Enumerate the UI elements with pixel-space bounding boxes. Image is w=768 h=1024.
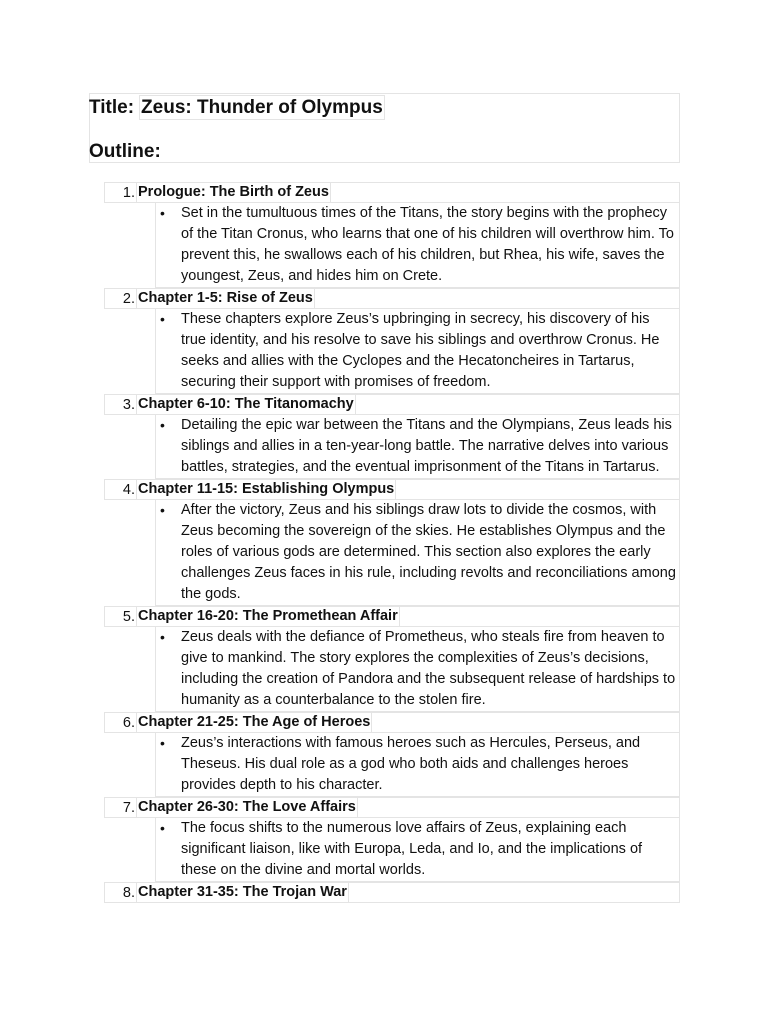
title-value: Zeus: Thunder of Olympus [141, 97, 383, 118]
chapter-description-text: The focus shifts to the numerous love affairs of Zeus, explaining each significant liaison, like with Europa, Leda, and Io, and the implications of these on the divine and mortal worlds. [181, 820, 643, 878]
chapter-description [155, 818, 680, 882]
chapter-title: Chapter 26-30: The Love Affairs [136, 797, 358, 818]
outline-item [104, 479, 680, 606]
chapter-title: Chapter 6-10: The Titanomachy [136, 394, 356, 415]
chapter-heading-row [104, 882, 680, 903]
chapter-description [155, 733, 680, 797]
chapter-heading-row [104, 182, 680, 203]
outline-item [104, 288, 680, 394]
chapter-description [155, 415, 680, 479]
chapter-description-text: Detailing the epic war between the Titans and the Olympians, Zeus leads his siblings and allies in a ten-year-long battle. The narrative delves into various battles, strategies, and the eventual imprisonment of the Titans in Tartarus. [181, 417, 672, 475]
chapter-heading-row [104, 394, 680, 415]
chapter-description-text: Zeus’s interactions with famous heroes such as Hercules, Perseus, and Theseus. His dual role as a god who both aids and challenges heroes provides depth to his character. [181, 735, 641, 793]
chapter-title: Prologue: The Birth of Zeus [136, 182, 331, 203]
chapter-description [155, 627, 680, 712]
outline-item [104, 882, 680, 903]
chapter-number: 8. [122, 885, 135, 901]
bullet-icon: • [160, 311, 165, 327]
chapter-number: 6. [122, 715, 135, 731]
chapter-number: 7. [122, 800, 135, 816]
outline-item [104, 394, 680, 479]
chapter-heading-row [104, 606, 680, 627]
chapter-heading-row [104, 479, 680, 500]
chapter-title: Chapter 16-20: The Promethean Affair [136, 606, 400, 627]
chapter-description-text: Zeus deals with the defiance of Prometheus, who steals fire from heaven to give to mankind. The story explores the complexities of Zeus’s decisions, including the creation of Pandora and the subsequent release of hardships to humanity as a counterbalance to the stolen fire. [181, 629, 676, 708]
title-label: Title: [89, 97, 135, 118]
chapter-title: Chapter 31-35: The Trojan War [136, 882, 349, 903]
chapter-heading-row [104, 712, 680, 733]
chapter-description [155, 309, 680, 394]
chapter-heading-row [104, 288, 680, 309]
bullet-icon: • [160, 417, 165, 433]
bullet-icon: • [160, 629, 165, 645]
outline-item [104, 182, 680, 288]
chapter-description-text: These chapters explore Zeus’s upbringing in secrecy, his discovery of his true identity, and his resolve to save his siblings and overthrow Cronus. He seeks and allies with the Cyclopes and the Hecatoncheires in Tartarus, securing their support with promises of freedom. [181, 311, 660, 390]
chapter-title: Chapter 21-25: The Age of Heroes [136, 712, 372, 733]
chapter-number: 2. [122, 291, 135, 307]
chapter-title: Chapter 11-15: Establishing Olympus [136, 479, 396, 500]
chapter-number: 1. [122, 185, 135, 201]
chapter-number: 4. [122, 482, 135, 498]
bullet-icon: • [160, 820, 165, 836]
outline-item [104, 797, 680, 882]
outline-item [104, 712, 680, 797]
chapter-number: 3. [122, 397, 135, 413]
outline-item [104, 606, 680, 712]
chapter-heading-row [104, 797, 680, 818]
outline-list [104, 182, 680, 903]
document-title [89, 95, 385, 121]
outline-heading: Outline: [89, 141, 161, 162]
bullet-icon: • [160, 502, 165, 518]
chapter-number: 5. [122, 609, 135, 625]
bullet-icon: • [160, 205, 165, 221]
bullet-icon: • [160, 735, 165, 751]
chapter-description [155, 500, 680, 606]
chapter-description [155, 203, 680, 288]
chapter-description-text: Set in the tumultuous times of the Titans, the story begins with the prophecy of the Titan Cronus, who learns that one of his children will overthrow him. To prevent this, he swallows each of his children, but Rhea, his wife, saves the youngest, Zeus, and hides him on Crete. [181, 205, 674, 284]
chapter-description-text: After the victory, Zeus and his siblings draw lots to divide the cosmos, with Zeus becoming the sovereign of the skies. He establishes Olympus and the roles of various gods are determined. This section also explores the early challenges Zeus faces in his rule, including revolts and reconciliations among the gods. [181, 502, 676, 602]
chapter-title: Chapter 1-5: Rise of Zeus [136, 288, 315, 309]
